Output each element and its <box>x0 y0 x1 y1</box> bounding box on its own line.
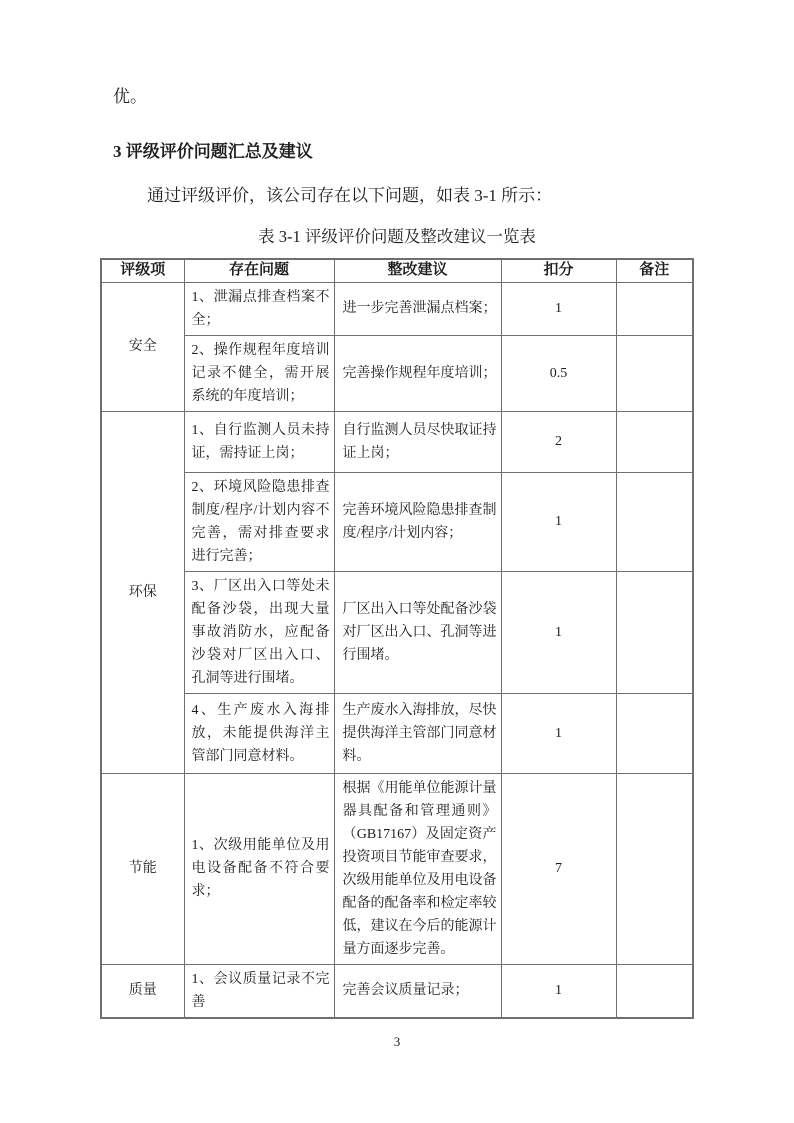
table-row <box>101 693 693 773</box>
deduction-cell: 1 <box>501 282 616 335</box>
col-header-suggestion: 整改建议 <box>334 259 501 282</box>
suggestion-cell: 生产废水入海排放，尽快提供海洋主管部门同意材料。 <box>334 693 501 773</box>
suggestion-cell: 根据《用能单位能源计量器具配备和管理通则》（GB17167）及固定资产投资项目节能审查要求，次级用能单位及用电设备配备的配备率和检定率较低，建议在今后的能源计量方面逐步完善。 <box>334 773 501 964</box>
problem-cell: 1、会议质量记录不完善 <box>184 964 334 1018</box>
category-cell: 质量 <box>101 964 184 1018</box>
table-row <box>101 472 693 571</box>
problem-cell: 1、泄漏点排查档案不全； <box>184 282 334 335</box>
remark-cell <box>616 964 693 1018</box>
page-number: 3 <box>393 1034 401 1049</box>
table-row <box>101 282 693 335</box>
category-cell: 节能 <box>101 773 184 964</box>
intro-paragraph: 通过评级评价，该公司存在以下问题，如表 3-1 所示： <box>147 186 553 205</box>
table-row <box>101 773 693 964</box>
col-header-problem: 存在问题 <box>184 259 334 282</box>
remark-cell <box>616 773 693 964</box>
suggestion-cell: 进一步完善泄漏点档案； <box>334 282 501 335</box>
table-row <box>101 335 693 411</box>
problem-cell: 2、操作规程年度培训记录不健全，需开展系统的年度培训； <box>184 335 334 411</box>
table-body <box>101 282 693 1018</box>
table-row <box>101 964 693 1018</box>
suggestion-cell: 完善会议质量记录； <box>334 964 501 1018</box>
intro-text: 优。 <box>113 87 147 106</box>
remark-cell <box>616 282 693 335</box>
suggestion-cell: 厂区出入口等处配备沙袋对厂区出入口、孔洞等进行围堵。 <box>334 571 501 693</box>
table-caption: 表 3-1 评级评价问题及整改建议一览表 <box>258 227 536 246</box>
deduction-cell: 7 <box>501 773 616 964</box>
deduction-cell: 1 <box>501 964 616 1018</box>
deduction-cell: 0.5 <box>501 335 616 411</box>
deduction-cell: 1 <box>501 693 616 773</box>
problem-cell: 2、环境风险隐患排查制度/程序/计划内容不完善，需对排查要求进行完善； <box>184 472 334 571</box>
problem-cell: 1、次级用能单位及用电设备配备不符合要求； <box>184 773 334 964</box>
col-header-deduction: 扣分 <box>501 259 616 282</box>
table-row <box>101 411 693 472</box>
deduction-cell: 1 <box>501 571 616 693</box>
deduction-cell: 1 <box>501 472 616 571</box>
remark-cell <box>616 335 693 411</box>
remark-cell <box>616 411 693 472</box>
col-header-category: 评级项 <box>101 259 184 282</box>
remark-cell <box>616 472 693 571</box>
col-header-remark: 备注 <box>616 259 693 282</box>
problem-cell: 3、厂区出入口等处未配备沙袋，出现大量事故消防水，应配备沙袋对厂区出入口、孔洞等进行围堵。 <box>184 571 334 693</box>
issues-table <box>100 258 694 1019</box>
problem-cell: 4、生产废水入海排放，未能提供海洋主管部门同意材料。 <box>184 693 334 773</box>
category-cell: 环保 <box>101 411 184 773</box>
section-heading: 3 评级评价问题汇总及建议 <box>113 142 313 161</box>
table-header-row <box>101 259 693 282</box>
table-row <box>101 571 693 693</box>
suggestion-cell: 完善环境风险隐患排查制度/程序/计划内容； <box>334 472 501 571</box>
suggestion-cell: 完善操作规程年度培训； <box>334 335 501 411</box>
remark-cell <box>616 693 693 773</box>
problem-cell: 1、自行监测人员未持证，需持证上岗； <box>184 411 334 472</box>
category-cell: 安全 <box>101 282 184 411</box>
suggestion-cell: 自行监测人员尽快取证持证上岗； <box>334 411 501 472</box>
remark-cell <box>616 571 693 693</box>
deduction-cell: 2 <box>501 411 616 472</box>
